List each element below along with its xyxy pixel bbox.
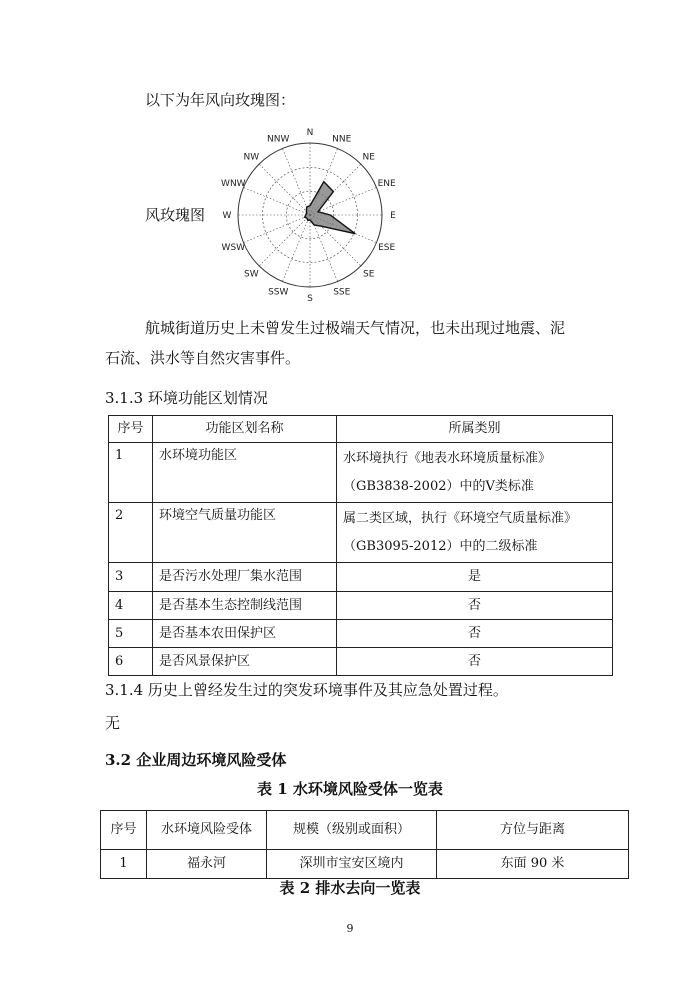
row-no: 1 <box>109 443 153 503</box>
wind-rose-label-n: N <box>306 128 314 138</box>
wind-rose-spoke-nw <box>259 164 310 215</box>
wind-rose-polygon <box>305 182 356 234</box>
table-row <box>109 443 613 503</box>
row-name: 是否基本生态控制线范围 <box>153 592 337 620</box>
none-text: 无 <box>105 714 121 732</box>
wind-rose-label-sse: SSE <box>333 287 351 298</box>
page-number: 9 <box>346 922 354 935</box>
intro-text: 以下为年风向玫瑰图： <box>145 91 296 109</box>
table-header-row <box>101 811 629 850</box>
wind-rose-label-ene: ENE <box>377 179 396 190</box>
header-no: 序号 <box>109 416 153 443</box>
header-name: 功能区划名称 <box>153 416 337 443</box>
row-name: 是否风景保护区 <box>153 648 337 676</box>
wind-rose-label-nnw: NNW <box>267 134 290 145</box>
row-no: 5 <box>109 620 153 648</box>
wind-rose-chart <box>220 125 400 305</box>
wind-rose-label-e: E <box>390 211 396 221</box>
section-3-1-4-heading: 3.1.4 历史上曾经发生过的突发环境事件及其应急处置过程。 <box>105 681 508 699</box>
row-category: 否 <box>337 648 613 676</box>
row-no: 2 <box>109 503 153 563</box>
row-category: 水环境执行《地表水环境质量标准》 （GB3838-2002）中的Ⅴ类标准 <box>337 443 613 503</box>
row-name: 是否基本农田保护区 <box>153 620 337 648</box>
header-direction-distance: 方位与距离 <box>437 811 629 850</box>
table-row <box>109 620 613 648</box>
wind-rose-label-ese: ESE <box>378 242 396 253</box>
wind-rose-spoke-sw <box>259 215 310 266</box>
wind-rose-label-wsw: WSW <box>221 242 246 253</box>
function-zone-table <box>108 415 613 676</box>
wind-rose-label-nw: NW <box>243 152 260 163</box>
row-receptor: 福永河 <box>147 850 267 879</box>
wind-rose-label-sw: SW <box>243 269 259 280</box>
table-row <box>109 503 613 563</box>
header-receptor: 水环境风险受体 <box>147 811 267 850</box>
wind-rose-label-se: SE <box>362 269 375 280</box>
row-direction-distance: 东面 90 米 <box>437 850 629 879</box>
row-scale: 深圳市宝安区境内 <box>267 850 437 879</box>
table-row <box>101 850 629 879</box>
table-header-row <box>109 416 613 443</box>
header-no: 序号 <box>101 811 147 850</box>
wind-rose-label-wnw: WNW <box>221 179 246 190</box>
row-category: 是 <box>337 563 613 592</box>
wind-rose-label: 风玫瑰图 <box>145 206 206 224</box>
row-no: 4 <box>109 592 153 620</box>
row-no: 6 <box>109 648 153 676</box>
wind-rose-label-w: W <box>222 211 232 221</box>
wind-rose-label-nne: NNE <box>332 134 352 145</box>
section-3-2-heading: 3.2 企业周边环境风险受体 <box>105 751 287 769</box>
row-category: 否 <box>337 592 613 620</box>
table2-title: 表 2 排水去向一览表 <box>279 879 421 897</box>
row-category: 属二类区域，执行《环境空气质量标准》 （GB3095-2012）中的二级标准 <box>337 503 613 563</box>
para1-line2: 石流、洪水等自然灾害事件。 <box>105 349 301 367</box>
header-scale: 规模（级别或面积） <box>267 811 437 850</box>
row-name: 环境空气质量功能区 <box>153 503 337 563</box>
wind-rose-label-s: S <box>307 294 313 304</box>
table-row <box>109 563 613 592</box>
header-category: 所属类别 <box>337 416 613 443</box>
row-name: 是否污水处理厂集水范围 <box>153 563 337 592</box>
row-no: 1 <box>101 850 147 879</box>
row-name: 水环境功能区 <box>153 443 337 503</box>
risk-receptor-table <box>100 810 629 879</box>
table1-title: 表 1 水环境风险受体一览表 <box>257 780 443 798</box>
wind-rose-label-ssw: SSW <box>268 287 289 298</box>
para1-line1: 航城街道历史上未曾发生过极端天气情况，也未出现过地震、泥 <box>145 319 566 337</box>
table-row <box>109 648 613 676</box>
table-row <box>109 592 613 620</box>
wind-rose-label-ne: NE <box>362 152 375 163</box>
row-category: 否 <box>337 620 613 648</box>
row-no: 3 <box>109 563 153 592</box>
section-3-1-3-heading: 3.1.3 环境功能区划情况 <box>105 389 268 407</box>
